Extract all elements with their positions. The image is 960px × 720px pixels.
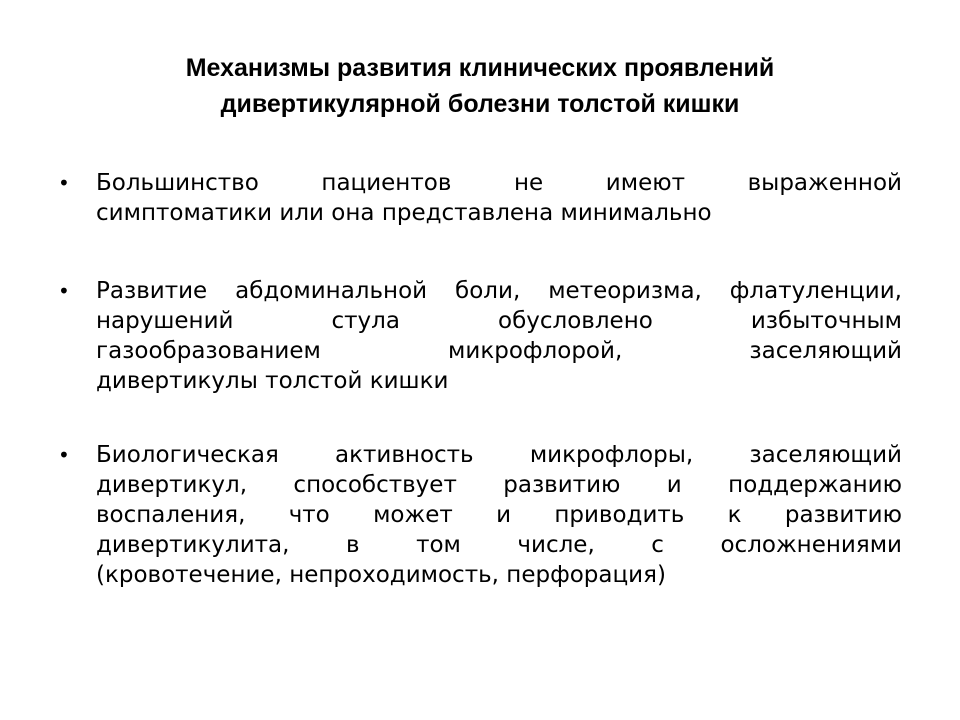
bullet-item-3: [58, 440, 902, 590]
bullet-3-line-1: Биологическая активность микрофлоры, заселяющий: [96, 442, 902, 468]
slide-title: [100, 50, 860, 122]
bullet-1-line-2: симптоматики или она представлена минимально: [96, 200, 712, 226]
bullet-item-2: [58, 276, 902, 396]
slide-title-line-2: дивертикулярной болезни толстой кишки: [220, 90, 740, 118]
bullet-2-line-3: газообразованием микрофлорой, заселяющий: [96, 338, 902, 364]
bullet-point-icon: •: [58, 279, 70, 303]
bullet-3-line-4: дивертикулита, в том числе, с осложнениями: [96, 532, 902, 558]
bullet-2-line-1: Развитие абдоминальной боли, метеоризма, флатуленции,: [96, 278, 902, 304]
bullet-3-line-3: воспаления, что может и приводить к развитию: [96, 502, 902, 528]
bullet-3-line-2: дивертикул, способствует развитию и поддержанию: [96, 472, 902, 498]
slide-title-line-1: Механизмы развития клинических проявлений: [185, 54, 775, 82]
bullet-1-line-1: Большинство пациентов не имеют выраженной: [96, 170, 902, 196]
bullet-3-line-5: (кровотечение, непроходимость, перфорация): [96, 562, 666, 588]
bullet-point-icon: •: [58, 171, 70, 195]
bullet-point-icon: •: [58, 443, 70, 467]
bullet-2-line-2: нарушений стула обусловлено избыточным: [96, 308, 902, 334]
bullet-item-1: [58, 168, 902, 228]
bullet-list: [58, 168, 902, 638]
bullet-2-line-4: дивертикулы толстой кишки: [96, 368, 449, 394]
